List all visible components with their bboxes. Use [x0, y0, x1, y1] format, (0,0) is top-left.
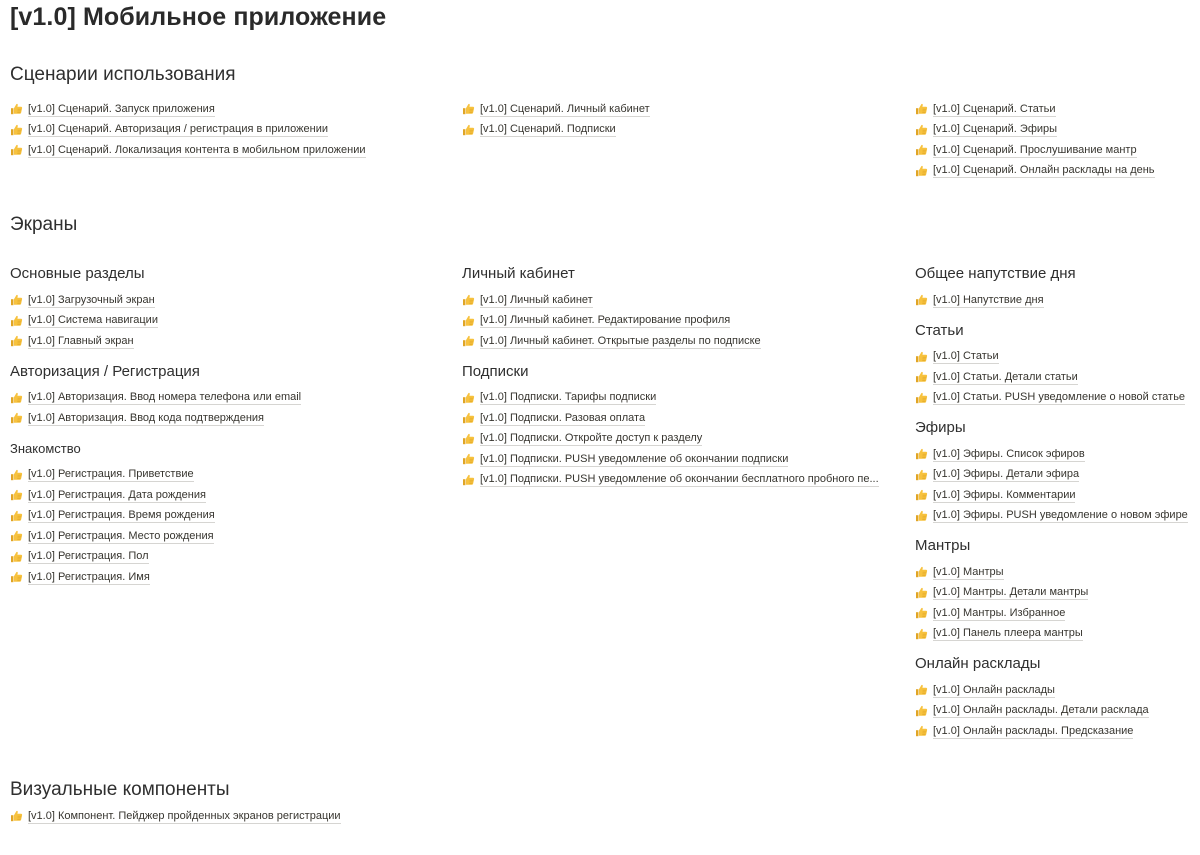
thumbs-up-icon [10, 412, 23, 424]
group-list [915, 444, 1195, 526]
list-item[interactable] [915, 603, 1195, 624]
group-list [10, 290, 450, 352]
list-item[interactable] [10, 331, 450, 352]
list-item[interactable] [462, 429, 902, 450]
list-item[interactable] [10, 806, 450, 827]
screen-group [915, 321, 1195, 409]
thumbs-up-icon [10, 530, 23, 542]
page-link[interactable]: [v1.0] Регистрация. Время рождения [28, 509, 215, 522]
group-heading: Мантры [915, 537, 971, 554]
thumbs-up-icon [10, 335, 23, 347]
list-item[interactable] [10, 465, 450, 486]
list-item[interactable] [10, 99, 450, 120]
thumbs-up-icon [915, 684, 928, 696]
thumbs-up-icon [915, 124, 928, 136]
thumbs-up-icon [915, 371, 928, 383]
list-item[interactable] [462, 290, 902, 311]
page-link[interactable]: [v1.0] Подписки. Тарифы подписки [480, 391, 657, 404]
list-item[interactable] [10, 408, 450, 429]
group-list [462, 388, 902, 491]
scenarios-list-3 [915, 99, 1195, 181]
page-link[interactable]: [v1.0] Онлайн расклады. Предсказание [933, 724, 1134, 737]
screens-column-2 [462, 264, 902, 500]
screen-group [10, 439, 450, 588]
list-item[interactable] [10, 120, 450, 141]
page-link[interactable]: [v1.0] Сценарий. Запуск приложения [28, 102, 215, 115]
list-item[interactable] [915, 347, 1195, 368]
page-link[interactable]: [v1.0] Сценарий. Подписки [480, 123, 616, 136]
group-list [10, 388, 450, 429]
list-item[interactable] [915, 290, 1195, 311]
thumbs-up-icon [10, 124, 23, 136]
page-link[interactable]: [v1.0] Компонент. Пейджер пройденных экранов регистрации [28, 809, 341, 822]
group-list [915, 290, 1195, 311]
components-column [10, 806, 450, 827]
list-item[interactable] [462, 99, 902, 120]
thumbs-up-icon [462, 315, 475, 327]
group-heading: Онлайн расклады [915, 655, 1041, 672]
group-list [915, 562, 1195, 644]
thumbs-up-icon [915, 144, 928, 156]
page-link[interactable]: [v1.0] Эфиры. Детали эфира [933, 468, 1080, 481]
screen-group [915, 264, 1195, 311]
thumbs-up-icon [462, 103, 475, 115]
list-item[interactable] [10, 485, 450, 506]
screen-group [10, 264, 450, 352]
list-item[interactable] [915, 624, 1195, 645]
list-item[interactable] [10, 506, 450, 527]
screen-group [462, 264, 902, 352]
group-heading: Общее напутствие дня [915, 265, 1076, 282]
list-item[interactable] [462, 388, 902, 409]
thumbs-up-icon [915, 103, 928, 115]
thumbs-up-icon [462, 453, 475, 465]
group-heading: Подписки [462, 362, 529, 380]
page-link[interactable]: [v1.0] Регистрация. Пол [28, 550, 149, 563]
group-list [915, 680, 1195, 742]
page-link[interactable]: [v1.0] Онлайн расклады. Детали расклада [933, 704, 1149, 717]
page-link[interactable]: [v1.0] Регистрация. Дата рождения [28, 488, 206, 501]
page-link[interactable]: [v1.0] Эфиры. Список эфиров [933, 447, 1085, 460]
list-item[interactable] [10, 567, 450, 588]
page-link[interactable]: [v1.0] Эфиры. Комментарии [933, 488, 1076, 501]
page-link[interactable]: [v1.0] Регистрация. Приветствие [28, 468, 194, 481]
thumbs-up-icon [10, 294, 23, 306]
thumbs-up-icon [915, 469, 928, 481]
thumbs-up-icon [915, 351, 928, 363]
list-item[interactable] [915, 388, 1195, 409]
screen-group [915, 536, 1195, 644]
group-list [462, 290, 902, 352]
page-link[interactable]: [v1.0] Мантры. Избранное [933, 606, 1066, 619]
list-item[interactable] [462, 311, 902, 332]
page-link[interactable]: [v1.0] Сценарий. Локализация контента в мобильном приложении [28, 143, 366, 156]
scenarios-column-2 [462, 99, 902, 140]
thumbs-up-icon [915, 294, 928, 306]
screen-group [915, 418, 1195, 526]
list-item[interactable] [915, 367, 1195, 388]
list-item[interactable] [915, 485, 1195, 506]
thumbs-up-icon [10, 392, 23, 404]
scenarios-list-2 [462, 99, 902, 140]
list-item[interactable] [915, 140, 1195, 161]
thumbs-up-icon [915, 165, 928, 177]
thumbs-up-icon [462, 335, 475, 347]
page-link[interactable]: [v1.0] Сценарий. Авторизация / регистрация в приложении [28, 123, 328, 136]
list-item[interactable] [915, 161, 1195, 182]
page-link[interactable]: [v1.0] Панель плеера мантры [933, 627, 1083, 640]
group-heading: Основные разделы [10, 265, 145, 282]
page-link[interactable]: [v1.0] Мантры. Детали мантры [933, 586, 1089, 599]
thumbs-up-icon [10, 810, 23, 822]
list-item[interactable] [10, 140, 450, 161]
page-link[interactable]: [v1.0] Регистрация. Место рождения [28, 529, 214, 542]
list-item[interactable] [462, 470, 902, 491]
page-link[interactable]: [v1.0] Напутствие дня [933, 293, 1044, 306]
section-heading-components: Визуальные компоненты [10, 779, 230, 800]
thumbs-up-icon [10, 315, 23, 327]
page-link[interactable]: [v1.0] Авторизация. Ввод номера телефона или email [28, 391, 302, 404]
thumbs-up-icon [10, 144, 23, 156]
page-link[interactable]: [v1.0] Система навигации [28, 314, 158, 327]
list-item[interactable] [462, 120, 902, 141]
list-item[interactable] [915, 701, 1195, 722]
list-item[interactable] [10, 290, 450, 311]
page-link[interactable]: [v1.0] Сценарий. Эфиры [933, 123, 1058, 136]
thumbs-up-icon [462, 392, 475, 404]
page-link[interactable]: [v1.0] Онлайн расклады [933, 683, 1055, 696]
list-item[interactable] [915, 562, 1195, 583]
page-link[interactable]: [v1.0] Статьи. Детали статьи [933, 370, 1078, 383]
thumbs-up-icon [10, 510, 23, 522]
page-link[interactable]: [v1.0] Авторизация. Ввод кода подтверждения [28, 411, 264, 424]
thumbs-up-icon [10, 571, 23, 583]
group-heading: Знакомство [10, 440, 81, 456]
thumbs-up-icon [915, 392, 928, 404]
group-heading: Личный кабинет [462, 265, 575, 282]
scenarios-column-1 [10, 99, 450, 161]
thumbs-up-icon [915, 489, 928, 501]
page-title: [v1.0] Мобильное приложение [10, 3, 387, 31]
list-item[interactable] [10, 547, 450, 568]
thumbs-up-icon [915, 448, 928, 460]
list-item[interactable] [915, 465, 1195, 486]
list-item[interactable] [915, 120, 1195, 141]
page-link[interactable]: [v1.0] Сценарий. Онлайн расклады на день [933, 164, 1155, 177]
page-link[interactable]: [v1.0] Статьи. PUSH уведомление о новой статье [933, 391, 1186, 404]
page-link[interactable]: [v1.0] Главный экран [28, 334, 134, 347]
page-link[interactable]: [v1.0] Подписки. PUSH уведомление об окончании подписки [480, 452, 789, 465]
thumbs-up-icon [10, 551, 23, 563]
page-link[interactable]: [v1.0] Сценарий. Личный кабинет [480, 102, 650, 115]
list-item[interactable] [462, 408, 902, 429]
screens-column-3 [915, 264, 1195, 752]
thumbs-up-icon [915, 725, 928, 737]
thumbs-up-icon [10, 469, 23, 481]
page-link[interactable]: [v1.0] Подписки. PUSH уведомление об окончании бесплатного пробного пе... [480, 473, 879, 486]
page-link[interactable]: [v1.0] Регистрация. Имя [28, 570, 150, 583]
list-item[interactable] [10, 526, 450, 547]
thumbs-up-icon [462, 124, 475, 136]
page-link[interactable]: [v1.0] Сценарий. Статьи [933, 102, 1056, 115]
list-item[interactable] [915, 444, 1195, 465]
thumbs-up-icon [462, 412, 475, 424]
page-link[interactable]: [v1.0] Подписки. Откройте доступ к разделу [480, 432, 703, 445]
page-link[interactable]: [v1.0] Подписки. Разовая оплата [480, 411, 646, 424]
list-item[interactable] [915, 721, 1195, 742]
page-link[interactable]: [v1.0] Личный кабинет [480, 293, 593, 306]
thumbs-up-icon [10, 103, 23, 115]
page-link[interactable]: [v1.0] Мантры [933, 565, 1004, 578]
screen-group [10, 362, 450, 429]
section-heading-screens: Экраны [10, 214, 78, 235]
page-link[interactable]: [v1.0] Сценарий. Прослушивание мантр [933, 143, 1137, 156]
screen-group [462, 362, 902, 491]
group-heading: Эфиры [915, 419, 966, 436]
list-item[interactable] [462, 449, 902, 470]
scenarios-list-1 [10, 99, 450, 161]
list-item[interactable] [10, 388, 450, 409]
page-link[interactable]: [v1.0] Личный кабинет. Открытые разделы по подписке [480, 334, 761, 347]
thumbs-up-icon [915, 566, 928, 578]
list-item[interactable] [915, 506, 1195, 527]
group-list [915, 347, 1195, 409]
screens-column-1 [10, 264, 450, 598]
group-heading: Авторизация / Регистрация [10, 362, 200, 380]
screen-group [915, 654, 1195, 742]
thumbs-up-icon [462, 294, 475, 306]
section-heading-scenarios: Сценарии использования [10, 64, 236, 85]
page-link[interactable]: [v1.0] Статьи [933, 350, 999, 363]
group-heading: Статьи [915, 321, 964, 339]
scenarios-column-3 [915, 99, 1195, 181]
page-link[interactable]: [v1.0] Эфиры. PUSH уведомление о новом эфире [933, 509, 1188, 522]
components-list [10, 806, 450, 827]
thumbs-up-icon [462, 433, 475, 445]
list-item[interactable] [915, 680, 1195, 701]
page-link[interactable]: [v1.0] Личный кабинет. Редактирование профиля [480, 314, 731, 327]
thumbs-up-icon [462, 474, 475, 486]
thumbs-up-icon [915, 510, 928, 522]
list-item[interactable] [462, 331, 902, 352]
list-item[interactable] [10, 311, 450, 332]
group-list [10, 465, 450, 588]
page-link[interactable]: [v1.0] Загрузочный экран [28, 293, 155, 306]
thumbs-up-icon [915, 628, 928, 640]
thumbs-up-icon [915, 587, 928, 599]
thumbs-up-icon [915, 607, 928, 619]
list-item[interactable] [915, 99, 1195, 120]
thumbs-up-icon [10, 489, 23, 501]
thumbs-up-icon [915, 705, 928, 717]
list-item[interactable] [915, 583, 1195, 604]
